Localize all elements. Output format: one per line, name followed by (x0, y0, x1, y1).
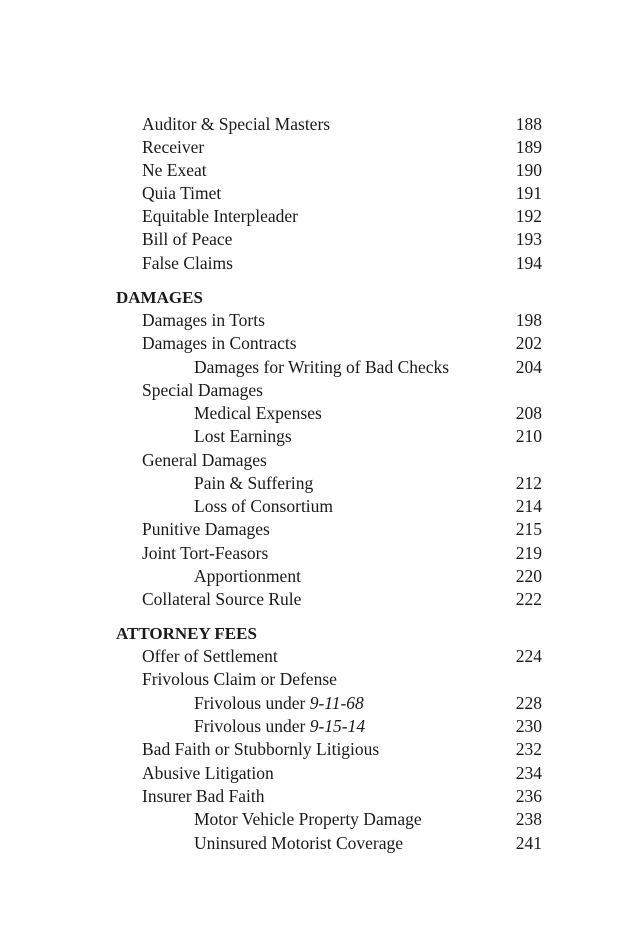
toc-entry-label: Punitive Damages (142, 519, 270, 539)
toc-entry (142, 113, 542, 136)
section-heading-attorney-fees (116, 622, 542, 645)
toc-entry-label-group (194, 715, 365, 738)
toc-entry-page: 230 (515, 716, 542, 736)
toc-entry (142, 449, 542, 472)
toc-entry (142, 668, 542, 691)
toc-subentry (194, 715, 542, 738)
toc-entry-label: Pain & Suffering (194, 473, 314, 493)
toc-entry (142, 785, 542, 808)
toc-entry-label: Joint Tort-Feasors (142, 543, 269, 563)
toc-entry-page: 241 (515, 833, 542, 853)
toc-entry-page: 215 (515, 519, 542, 539)
toc-entry-label: Damages in Contracts (142, 333, 297, 353)
toc-entry (142, 762, 542, 785)
toc-entry (142, 542, 542, 565)
toc-entry (142, 228, 542, 251)
toc-entry (142, 379, 542, 402)
toc-entry-page: 214 (515, 496, 542, 516)
toc-subentry (194, 425, 542, 448)
toc-entry-label: General Damages (142, 450, 267, 470)
toc-entry (142, 738, 542, 761)
toc-entry-label: Collateral Source Rule (142, 589, 302, 609)
toc-entry-label: Motor Vehicle Property Damage (194, 809, 422, 829)
toc-entry (142, 182, 542, 205)
section-heading-damages (116, 286, 542, 309)
toc-entry (142, 518, 542, 541)
toc-subentry (194, 495, 542, 518)
toc-entry-label: Ne Exeat (142, 160, 207, 180)
toc-entry-page: 194 (515, 253, 542, 273)
toc-entry-page: 208 (515, 403, 542, 423)
toc-entry (142, 588, 542, 611)
toc-entry-label: Apportionment (194, 566, 301, 586)
toc-entry (142, 136, 542, 159)
toc-entry-page: 193 (515, 229, 542, 249)
toc-entry-page: 236 (515, 786, 542, 806)
toc-entry-page: 198 (515, 310, 542, 330)
toc-entry-page: 232 (515, 739, 542, 759)
toc-subentry (194, 565, 542, 588)
toc-subentry (194, 472, 542, 495)
toc-entry-label: Frivolous under (194, 693, 306, 713)
toc-entry-label: Bill of Peace (142, 229, 233, 249)
toc-entry-label: Lost Earnings (194, 426, 292, 446)
toc-entry-page: 192 (515, 206, 542, 226)
toc-entry-label: Damages for Writing of Bad Checks (194, 357, 450, 377)
toc-entry-label: Equitable Interpleader (142, 206, 298, 226)
toc-entry-page: 219 (515, 543, 542, 563)
toc-entry-label-group (194, 692, 364, 715)
toc-entry-label: Offer of Settlement (142, 646, 278, 666)
toc-entry (142, 159, 542, 182)
section-heading-label: DAMAGES (116, 288, 203, 307)
toc-subentry (194, 832, 542, 855)
toc-entry-label: False Claims (142, 253, 233, 273)
toc-entry-label: Special Damages (142, 380, 263, 400)
toc-entry (142, 205, 542, 228)
section-heading-label: ATTORNEY FEES (116, 624, 257, 643)
toc-subentry (194, 356, 542, 379)
toc-entry-page: 191 (515, 183, 542, 203)
toc-entry-label: Frivolous under (194, 716, 306, 736)
toc-entry-page: 189 (515, 137, 542, 157)
toc-entry-page: 202 (515, 333, 542, 353)
toc-subentry (194, 402, 542, 425)
toc-entry-label: Quia Timet (142, 183, 222, 203)
toc-entry-label: Medical Expenses (194, 403, 322, 423)
toc-entry-label: Abusive Litigation (142, 763, 274, 783)
toc-entry-page: 238 (515, 809, 542, 829)
toc-entry-label: Loss of Consortium (194, 496, 334, 516)
toc-entry-label: Damages in Torts (142, 310, 265, 330)
toc-entry-page: 228 (515, 693, 542, 713)
toc-subentry (194, 692, 542, 715)
toc-entry (142, 332, 542, 355)
toc-entry-label: Bad Faith or Stubbornly Litigious (142, 739, 380, 759)
toc-entry-page: 224 (515, 646, 542, 666)
toc-entry-page: 212 (515, 473, 542, 493)
toc-entry-label: Insurer Bad Faith (142, 786, 265, 806)
toc-entry-page: 204 (515, 357, 542, 377)
toc-entry-label: Uninsured Motorist Coverage (194, 833, 403, 853)
toc-entry-page: 222 (515, 589, 542, 609)
toc-entry-label: Auditor & Special Masters (142, 114, 331, 134)
toc-entry-page: 210 (515, 426, 542, 446)
toc-subentry (194, 808, 542, 831)
toc-entry-page: 190 (515, 160, 542, 180)
toc-entry (142, 252, 542, 275)
toc-entry-page: 220 (515, 566, 542, 586)
toc-entry (142, 309, 542, 332)
toc-entry (142, 645, 542, 668)
statute-citation: 9-11-68 (309, 693, 364, 713)
toc-entry-page: 188 (515, 114, 542, 134)
toc-entry-label: Frivolous Claim or Defense (142, 669, 337, 689)
statute-citation: 9-15-14 (309, 716, 366, 736)
toc-entry-page: 234 (515, 763, 542, 783)
toc-entry-label: Receiver (142, 137, 205, 157)
